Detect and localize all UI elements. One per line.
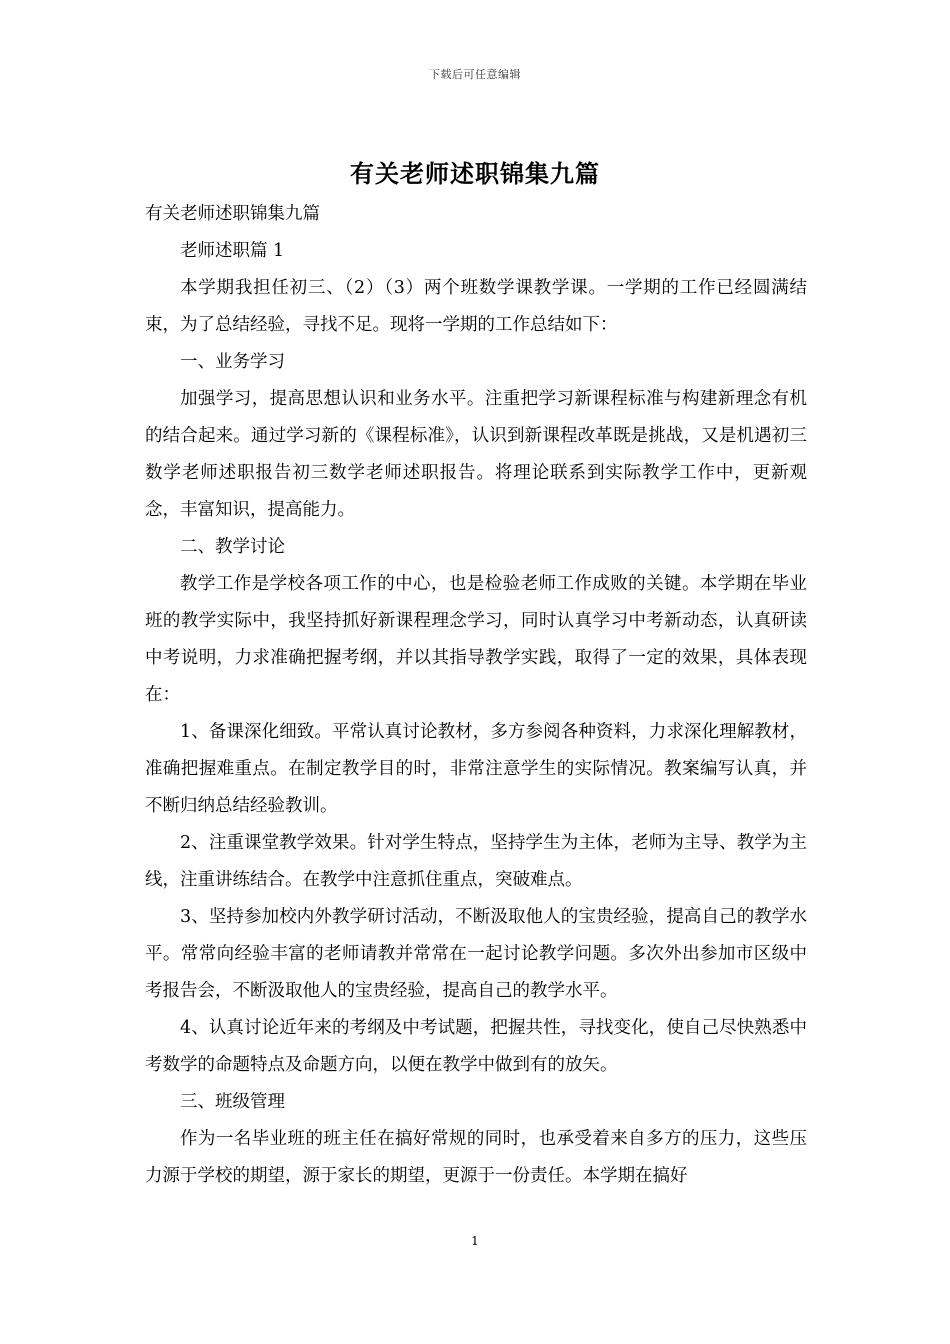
paragraph: 1、备课深化细致。平常认真讨论教材，多方参阅各种资料，力求深化理解教材，准确把握难重点。在制定教学目的时，非常注意学生的实际情况。教案编写认真，并不断归纳总结经验教训。 <box>145 722 807 816</box>
paragraph: 教学工作是学校各项工作的中心，也是检验老师工作成败的关键。本学期在毕业班的教学实际中，我坚持抓好新课程理念学习，同时认真学习中考新动态，认真研读中考说明，力求准确把握考纲，并以其指导教学实践，取得了一定的效果，具体表现在： <box>145 574 807 705</box>
paragraph: 有关老师述职锦集九篇 <box>145 204 320 224</box>
document-body <box>145 196 807 1195</box>
paragraph: 老师述职篇 1 <box>180 241 285 261</box>
paragraph: 2、注重课堂教学效果。针对学生特点，坚持学生为主体，老师为主导、教学为主线，注重讲练结合。在教学中注意抓住重点，突破难点。 <box>145 833 807 890</box>
paragraph: 4、认真讨论近年来的考纲及中考试题，把握共性，寻找变化，使自己尽快熟悉中考数学的命题特点及命题方向，以便在教学中做到有的放矢。 <box>145 1018 807 1075</box>
page-number: 1 <box>471 1234 479 1248</box>
header-note: 下载后可任意编辑 <box>429 68 521 81</box>
paragraph: 本学期我担任初三、（2）（3）两个班数学课教学课。一学期的工作已经圆满结束，为了总结经验，寻找不足。现将一学期的工作总结如下： <box>145 278 807 335</box>
paragraph: 3、坚持参加校内外教学研讨活动，不断汲取他人的宝贵经验，提高自己的教学水平。常常向经验丰富的老师请教并常常在一起讨论教学问题。多次外出参加市区级中考报告会，不断汲取他人的宝贵经验，提高自己的教学水平。 <box>145 907 807 1001</box>
paragraph: 二、教学讨论 <box>180 537 285 557</box>
paragraph: 一、业务学习 <box>180 352 285 372</box>
paragraph: 加强学习，提高思想认识和业务水平。注重把学习新课程标准与构建新理念有机的结合起来。通过学习新的《课程标准》，认识到新课程改革既是挑战，又是机遇初三数学老师述职报告初三数学老师述职报告。将理论联系到实际教学工作中，更新观念，丰富知识，提高能力。 <box>145 389 807 520</box>
paragraph: 三、班级管理 <box>180 1092 285 1112</box>
paragraph: 作为一名毕业班的班主任在搞好常规的同时，也承受着来自多方的压力，这些压力源于学校的期望，源于家长的期望，更源于一份责任。本学期在搞好 <box>145 1129 807 1186</box>
page-title: 有关老师述职锦集九篇 <box>350 159 600 188</box>
